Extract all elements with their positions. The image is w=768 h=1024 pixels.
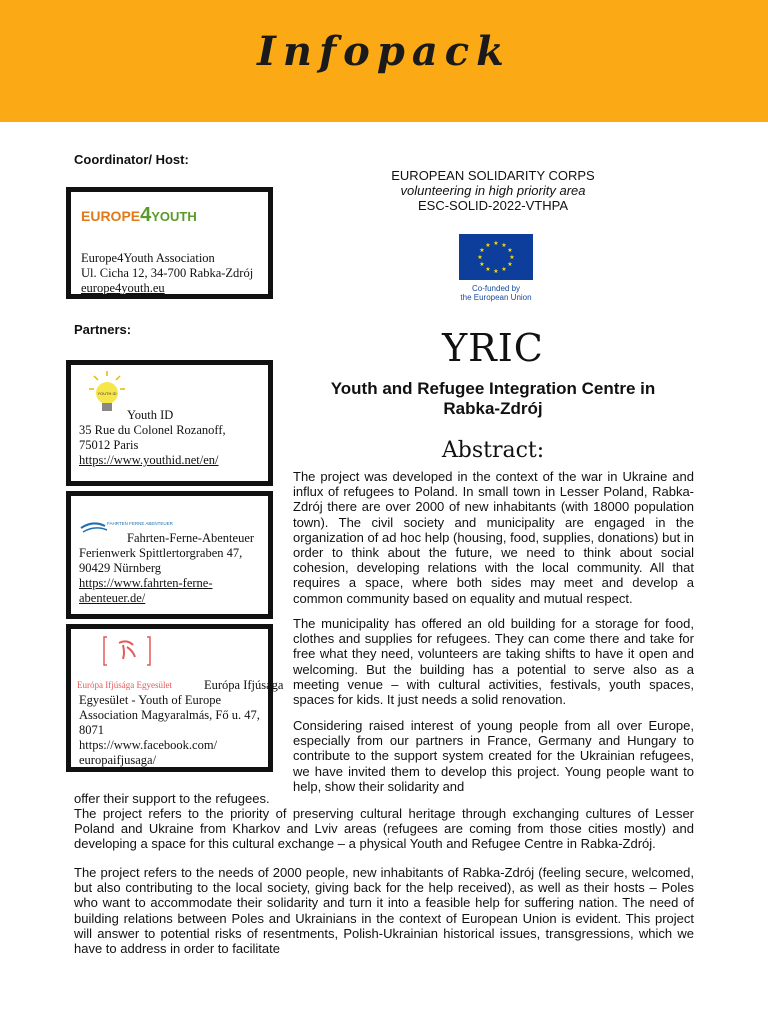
svg-text:★: ★ [479, 261, 485, 268]
coordinator-box [66, 187, 273, 299]
esc-line-2: volunteering in high priority area [400, 183, 586, 198]
eu-stars-icon [459, 234, 533, 280]
ffa-link-1[interactable]: https://www.fahrten-ferne- [79, 576, 213, 590]
europe4youth-logo: EUROPE4YOUTH [81, 204, 197, 226]
abstract-paragraph-2: The municipality has offered an old building for a storage for food, clothes and supplies for refugees. They can come there and take for free what they need, volunteers are taking shifts to have it open and welcoming. But the building has a potential to serve also as a meeting venue – with cultural activities, festivals, youth spaces, spaces for kids. It just needs a solid renovation. [293, 616, 694, 708]
europa-line-4: 8071 [79, 723, 104, 737]
esc-line-3: ESC-SOLID-2022-VTHPA [417, 198, 569, 213]
partner-box-europa [66, 624, 284, 772]
abstract-heading: Abstract: [441, 438, 545, 463]
svg-text:★: ★ [485, 266, 491, 273]
ffa-address-2: 90429 Nürnberg [79, 561, 162, 575]
abstract-paragraph-1: The project was developed in the context of the war in Ukraine and influx of refugees to Poland. In small town in Lesser Poland, Rabka-Zdrój there are over 2000 of new inhabitants (with 18000 population town). The civil society and municipality are engaged in the organization of ad hoc help (housing, food, supplies, donations) but in order to think about the future, we need to think about social cohesion, developing relations with the local community. All that requires a space, where both sides may meet and develop a common community based on equality and mutual respect. [293, 469, 694, 606]
youth-id-address-1: 35 Rue du Colonel Rozanoff, [79, 423, 226, 437]
ffa-link-2[interactable]: abenteuer.de/ [79, 591, 146, 605]
europa-line-6[interactable]: europaifjusaga/ [79, 753, 157, 767]
youth-id-address-2: 75012 Paris [79, 438, 139, 452]
svg-text:★: ★ [507, 261, 513, 268]
svg-text:★: ★ [485, 242, 491, 249]
project-acronym: YRIC [442, 326, 544, 370]
lightbulb-icon [89, 371, 125, 417]
svg-text:★: ★ [507, 247, 513, 254]
europa-line-5[interactable]: https://www.facebook.com/ [79, 738, 218, 752]
partner-box-ffa [66, 491, 273, 619]
svg-text:★: ★ [493, 268, 499, 275]
page-title: Infopack [257, 28, 511, 75]
svg-text:FAHRTEN FERNE ABENTEUER: FAHRTEN FERNE ABENTEUER [107, 521, 173, 526]
europa-logo-text: Európa Ifjúsága Egyesület [77, 680, 172, 690]
ffa-address-1: Ferienwerk Spittlertorgraben 47, [79, 546, 243, 560]
abstract-paragraph-3: Considering raised interest of young people from all over Europe, especially from our partners in France, Germany and Hungary to contribute to the support system created for the Ukrainian refugees, we have invited them to develop this project. Young people want to help, show their solidarity and [293, 718, 694, 794]
coordinator-address: Ul. Cicha 12, 34-700 Rabka-Zdrój [81, 266, 254, 280]
abstract-paragraph-3-cont: offer their support to the refugees. [74, 791, 270, 806]
abstract-paragraph-5: The project refers to the needs of 2000 people, new inhabitants of Rabka-Zdrój (feeling secure, welcomed, but also contributing to the local society, giving back for the help received), as well as their hosts – Poles who want to accommodate their solidarity and turn it into a feasible help for suffering nation. The need of building relations between Poles and Ukrainians in the context of European Union is evident. This project will answer to potential risks of resentments, Polish-Ukrainian historical issues, transgressions, which we have to address in order to facilitate [74, 865, 694, 957]
coordinator-link[interactable]: europe4youth.eu [81, 281, 165, 295]
svg-text:★: ★ [501, 266, 507, 273]
youth-id-name: Youth ID [127, 408, 174, 422]
partners-label: Partners: [74, 322, 132, 337]
svg-text:★: ★ [509, 254, 515, 261]
svg-text:★: ★ [501, 242, 507, 249]
esc-line-1: EUROPEAN SOLIDARITY CORPS [391, 168, 595, 183]
project-title: Youth and Refugee Integration Centre in Rabka-Zdrój [330, 379, 656, 418]
ffa-name: Fahrten-Ferne-Abenteuer [127, 531, 255, 545]
europa-name: Európa Ifjúsága [204, 678, 284, 692]
svg-text:★: ★ [493, 240, 499, 247]
partner-box-youth-id [66, 360, 273, 486]
svg-text:★: ★ [479, 247, 485, 254]
eu-flag [459, 234, 533, 280]
europa-line-2: Egyesület - Youth of Europe [79, 693, 221, 707]
europa-line-3: Association Magyaralmás, Fő u. 47, [79, 708, 260, 722]
youth-id-link[interactable]: https://www.youthid.net/en/ [79, 453, 219, 467]
abstract-paragraph-4: The project refers to the priority of preserving cultural heritage through exchanging cultures of Lesser Poland and Ukraine from Kharkov and Lviv areas (refugees are coming from those cities mostly) and developing a space for this cultural exchange – a physical Youth and Refugee Centre in Rabka-Zdrój. [74, 806, 694, 852]
europa-ifjusaga-logo [103, 635, 151, 667]
svg-text:★: ★ [477, 254, 483, 261]
coordinator-label: Coordinator/ Host: [74, 152, 189, 167]
header-banner [0, 0, 768, 122]
eu-caption: Co-funded by the European Union [460, 284, 532, 302]
coordinator-name: Europe4Youth Association [81, 251, 215, 265]
svg-text:YOUTH ID: YOUTH ID [97, 391, 117, 396]
